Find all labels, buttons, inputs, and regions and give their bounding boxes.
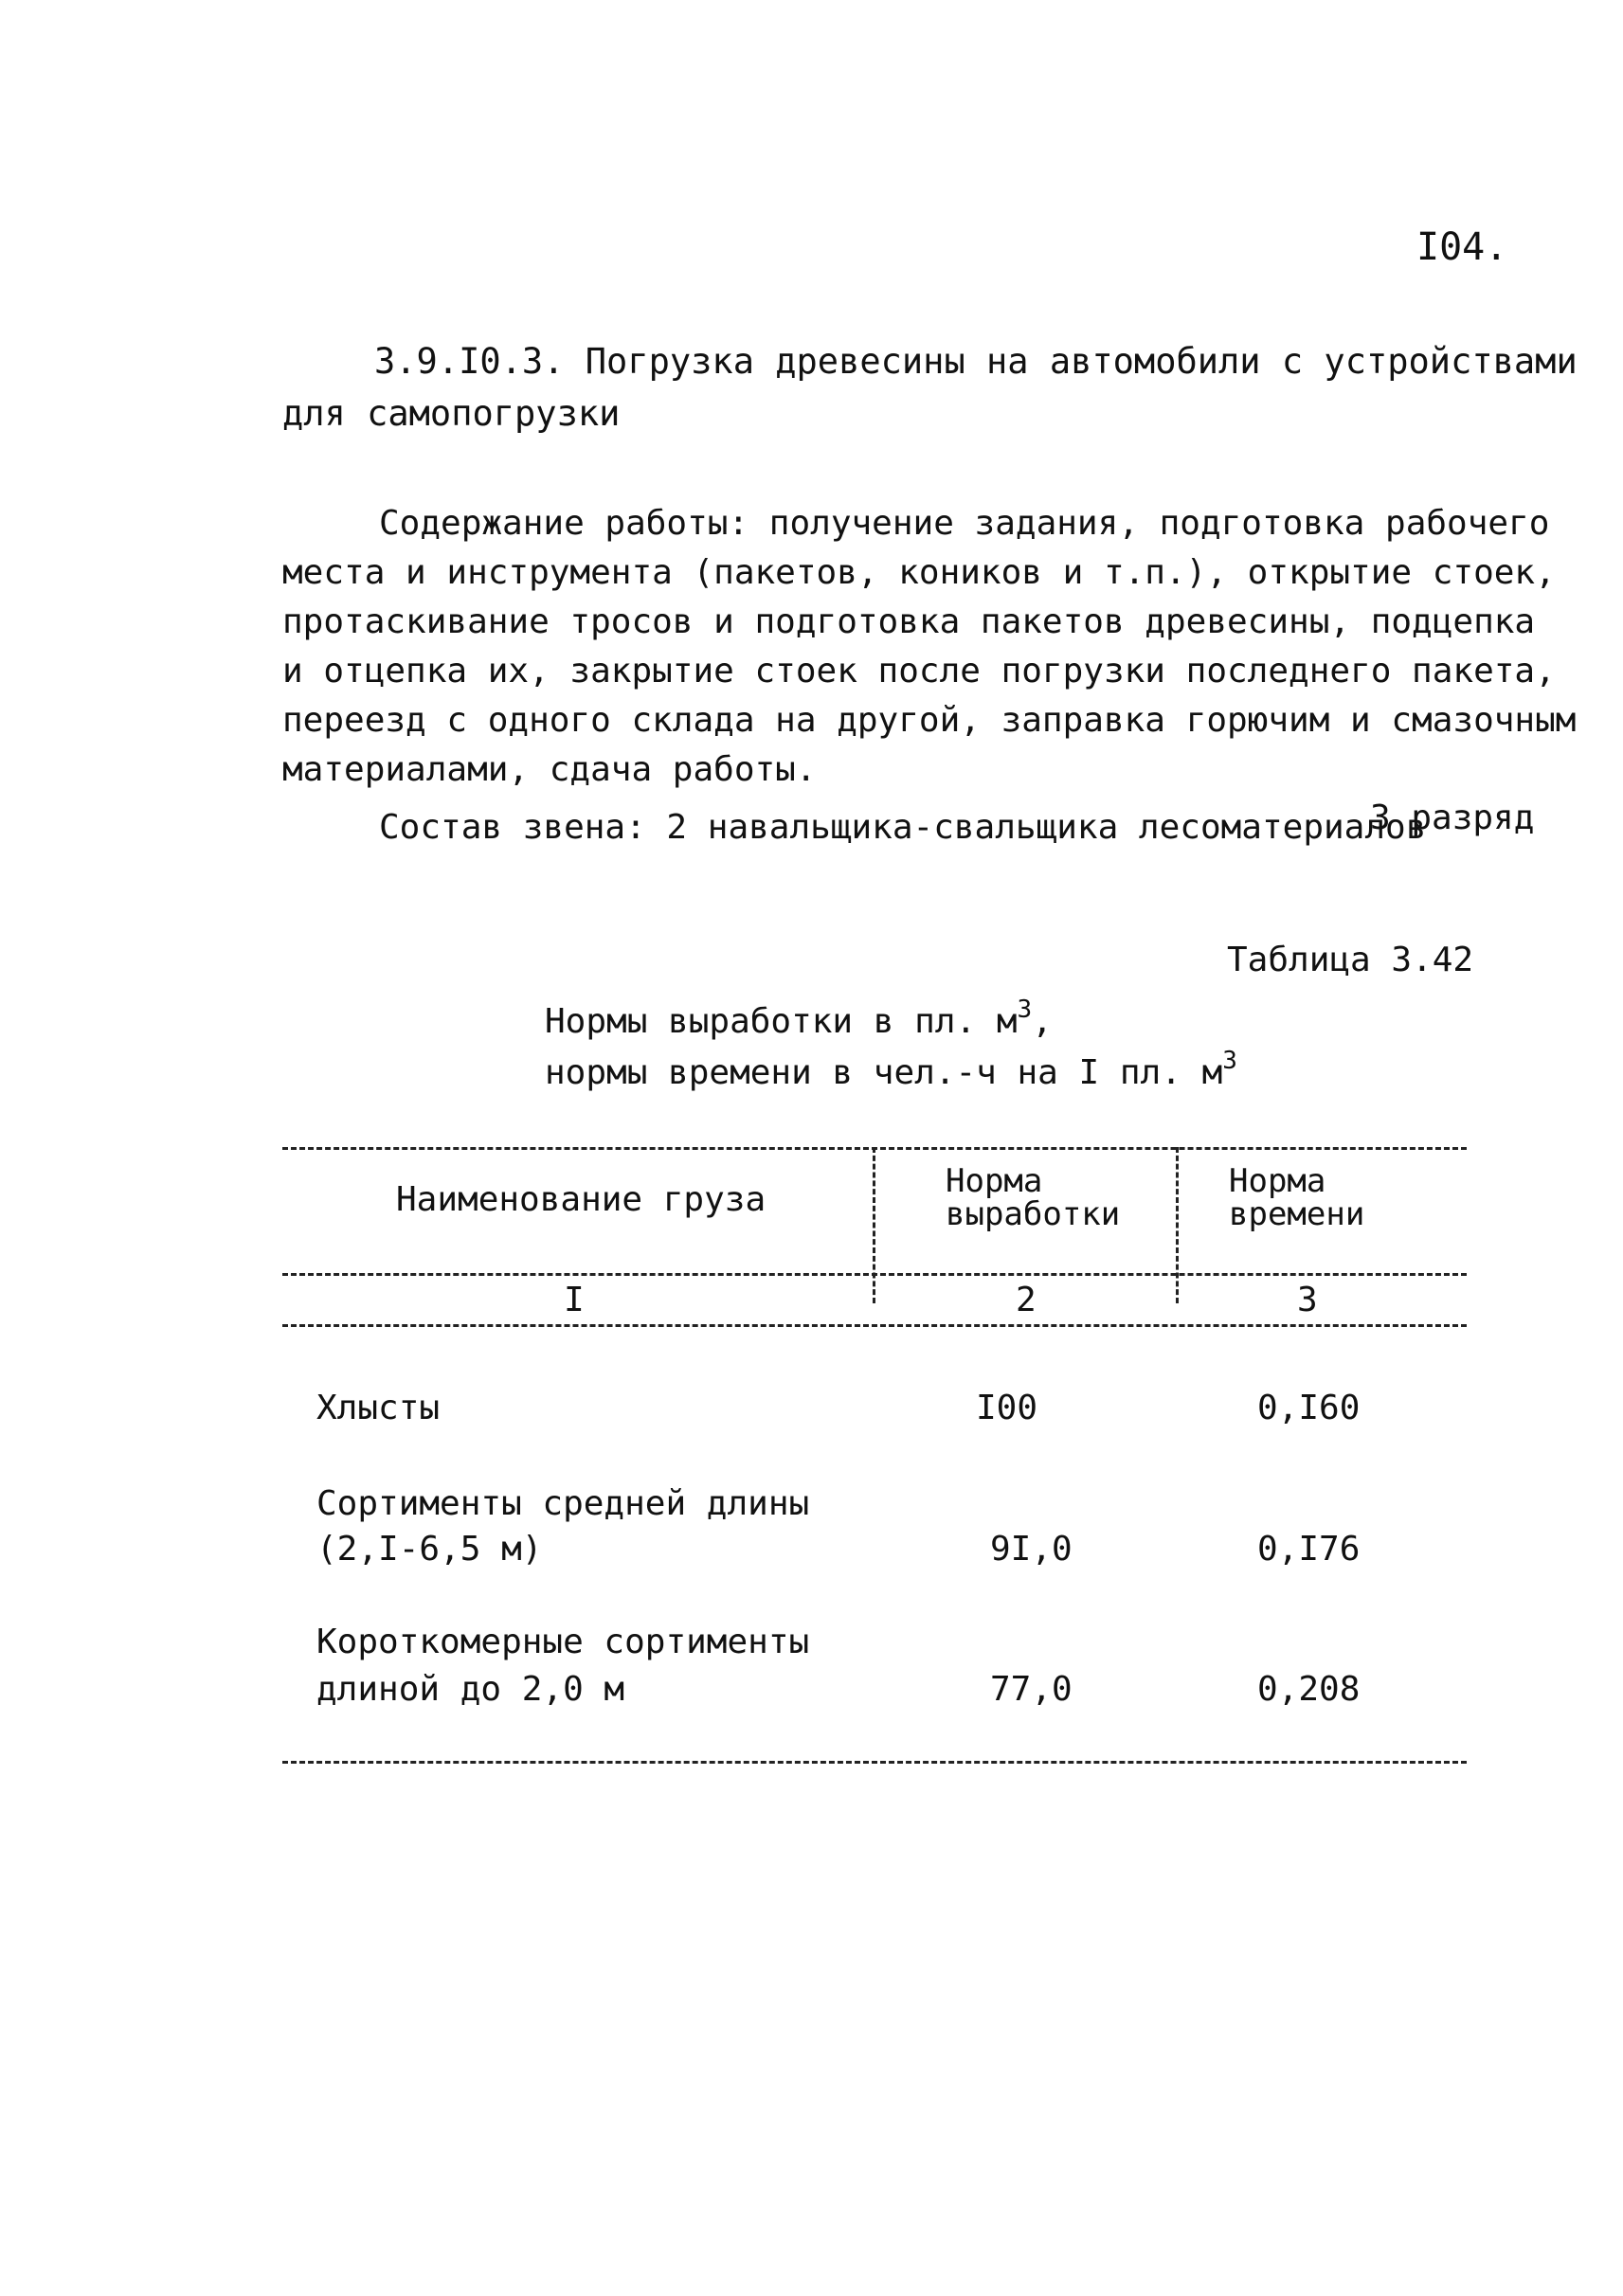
column-numbers-rule <box>282 1324 1467 1327</box>
content-line-2: места и инструмента (пакетов, коников и т.п.), открытие стоек, <box>282 553 1556 592</box>
table-caption-line-2: нормы времени в чел.-ч на I пл. $м^3$ <box>545 1047 1237 1092</box>
content-line-3: протаскивание тросов и подготовка пакетов древесины, подцепка <box>282 602 1536 641</box>
section-heading: 3.9.I0.3. Погрузка древесины на автомобили с устройствами <box>374 341 1578 382</box>
crew-grade: 3 разряд <box>1370 798 1535 837</box>
crew-composition: Состав звена: 2 навальщика-свальщика лесоматериалов <box>379 808 1427 847</box>
superscript-3: 3 <box>1017 996 1033 1024</box>
column-number-3: 3 <box>1297 1281 1318 1319</box>
superscript-3: 3 <box>1222 1047 1237 1075</box>
row-2-cargo-name-line-2: (2,I-6,5 м) <box>316 1530 543 1569</box>
column-divider-1 <box>873 1147 875 1303</box>
header-separator-rule <box>282 1273 1467 1276</box>
row-2-output-norm: 9I,0 <box>990 1530 1073 1569</box>
column-number-2: 2 <box>1016 1281 1037 1319</box>
row-3-time-norm: 0,208 <box>1257 1670 1361 1709</box>
header-time-norm-line-2: времени <box>1229 1195 1365 1233</box>
section-heading-continued: для самопогрузки <box>282 393 621 434</box>
content-line-4: и отцепка их, закрытие стоек после погрузки последнего пакета, <box>282 652 1556 691</box>
table-caption-line-1: Нормы выработки в пл. $м^3$, <box>545 996 1053 1041</box>
row-3-cargo-name-line-2: длиной до 2,0 м <box>316 1670 625 1709</box>
row-1-cargo-name: Хлысты <box>316 1389 441 1427</box>
content-line-6: материалами, сдача работы. <box>282 750 817 789</box>
table-bottom-rule <box>282 1761 1467 1764</box>
column-divider-2 <box>1176 1147 1179 1303</box>
header-output-norm-line-1: Норма <box>946 1162 1043 1200</box>
row-3-cargo-name-line-1: Короткомерные сортименты <box>316 1623 810 1661</box>
row-2-time-norm: 0,I76 <box>1257 1530 1361 1569</box>
content-line-5: переезд с одного склада на другой, заправка горючим и смазочным <box>282 701 1577 740</box>
header-output-norm-line-2: выработки <box>946 1195 1121 1233</box>
page-number: I04. <box>1416 225 1508 269</box>
row-1-time-norm: 0,I60 <box>1257 1389 1361 1427</box>
column-number-1: I <box>564 1281 585 1319</box>
content-line-1: Содержание работы: получение задания, подготовка рабочего <box>379 504 1550 543</box>
row-3-output-norm: 77,0 <box>990 1670 1073 1709</box>
row-2-cargo-name-line-1: Сортименты средней длины <box>316 1484 810 1523</box>
header-time-norm-line-1: Норма <box>1229 1162 1326 1200</box>
table-label: Таблица 3.42 <box>1227 941 1474 979</box>
row-1-output-norm: I00 <box>976 1389 1038 1427</box>
header-cargo-name: Наименование груза <box>396 1180 766 1219</box>
